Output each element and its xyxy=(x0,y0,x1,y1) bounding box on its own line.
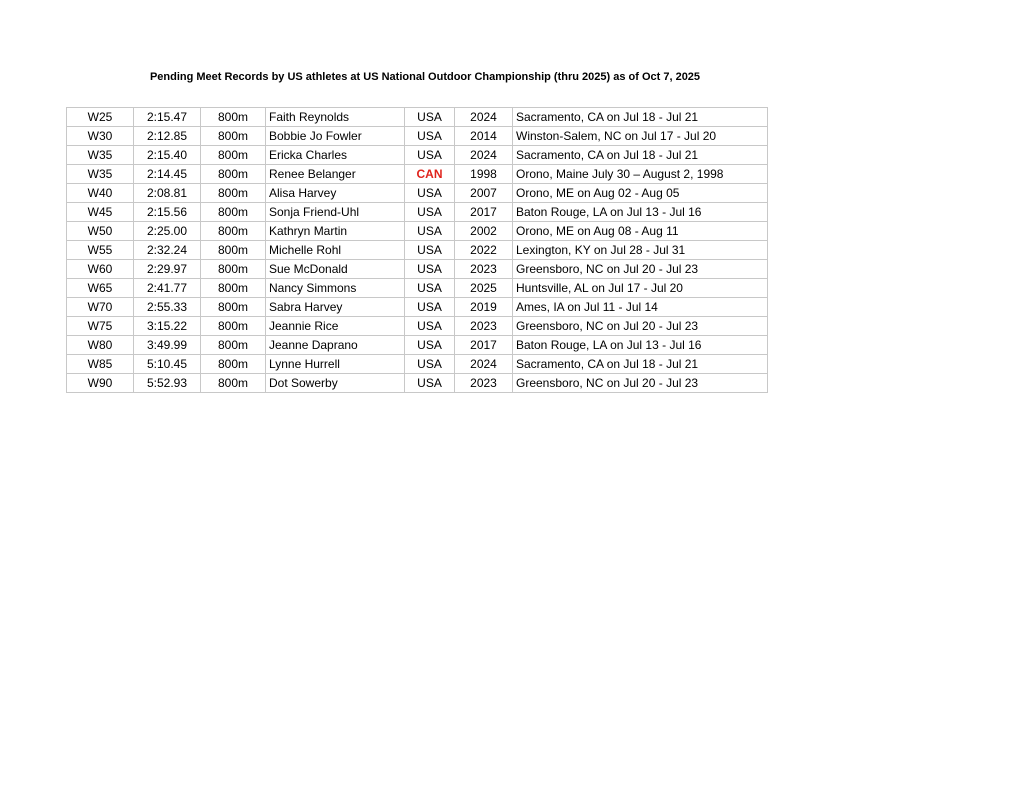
table-row xyxy=(67,108,768,127)
mark-cell: 2:14.45 xyxy=(134,165,201,184)
mark-cell: 2:15.40 xyxy=(134,146,201,165)
country-cell: USA xyxy=(405,241,455,260)
athlete-name-cell: Faith Reynolds xyxy=(266,108,405,127)
mark-cell: 2:15.47 xyxy=(134,108,201,127)
athlete-name-cell: Bobbie Jo Fowler xyxy=(266,127,405,146)
year-cell: 1998 xyxy=(455,165,513,184)
country-cell: USA xyxy=(405,203,455,222)
venue-cell: Sacramento, CA on Jul 18 - Jul 21 xyxy=(513,355,768,374)
age-group-cell: W35 xyxy=(67,165,134,184)
event-cell: 800m xyxy=(201,279,266,298)
event-cell: 800m xyxy=(201,184,266,203)
age-group-cell: W45 xyxy=(67,203,134,222)
table-row xyxy=(67,260,768,279)
year-cell: 2022 xyxy=(455,241,513,260)
venue-cell: Ames, IA on Jul 11 - Jul 14 xyxy=(513,298,768,317)
country-cell: USA xyxy=(405,184,455,203)
venue-cell: Greensboro, NC on Jul 20 - Jul 23 xyxy=(513,317,768,336)
year-cell: 2023 xyxy=(455,260,513,279)
age-group-cell: W85 xyxy=(67,355,134,374)
country-cell: CAN xyxy=(405,165,455,184)
table-row xyxy=(67,184,768,203)
athlete-name-cell: Alisa Harvey xyxy=(266,184,405,203)
year-cell: 2002 xyxy=(455,222,513,241)
country-cell: USA xyxy=(405,298,455,317)
athlete-name-cell: Nancy Simmons xyxy=(266,279,405,298)
age-group-cell: W60 xyxy=(67,260,134,279)
event-cell: 800m xyxy=(201,317,266,336)
age-group-cell: W75 xyxy=(67,317,134,336)
mark-cell: 2:12.85 xyxy=(134,127,201,146)
year-cell: 2023 xyxy=(455,374,513,393)
table-row xyxy=(67,203,768,222)
age-group-cell: W30 xyxy=(67,127,134,146)
country-cell: USA xyxy=(405,222,455,241)
mark-cell: 2:25.00 xyxy=(134,222,201,241)
records-table-body xyxy=(67,108,768,393)
age-group-cell: W40 xyxy=(67,184,134,203)
athlete-name-cell: Sabra Harvey xyxy=(266,298,405,317)
venue-cell: Lexington, KY on Jul 28 - Jul 31 xyxy=(513,241,768,260)
venue-cell: Sacramento, CA on Jul 18 - Jul 21 xyxy=(513,108,768,127)
year-cell: 2007 xyxy=(455,184,513,203)
athlete-name-cell: Renee Belanger xyxy=(266,165,405,184)
table-row xyxy=(67,146,768,165)
mark-cell: 2:15.56 xyxy=(134,203,201,222)
country-cell: USA xyxy=(405,374,455,393)
athlete-name-cell: Jeanne Daprano xyxy=(266,336,405,355)
event-cell: 800m xyxy=(201,203,266,222)
mark-cell: 2:41.77 xyxy=(134,279,201,298)
venue-cell: Greensboro, NC on Jul 20 - Jul 23 xyxy=(513,374,768,393)
table-row xyxy=(67,241,768,260)
athlete-name-cell: Sonja Friend-Uhl xyxy=(266,203,405,222)
year-cell: 2024 xyxy=(455,355,513,374)
table-row xyxy=(67,165,768,184)
country-cell: USA xyxy=(405,108,455,127)
year-cell: 2023 xyxy=(455,317,513,336)
event-cell: 800m xyxy=(201,127,266,146)
venue-cell: Greensboro, NC on Jul 20 - Jul 23 xyxy=(513,260,768,279)
athlete-name-cell: Dot Sowerby xyxy=(266,374,405,393)
country-cell: USA xyxy=(405,279,455,298)
table-row xyxy=(67,355,768,374)
country-cell: USA xyxy=(405,317,455,336)
event-cell: 800m xyxy=(201,165,266,184)
event-cell: 800m xyxy=(201,241,266,260)
venue-cell: Huntsville, AL on Jul 17 - Jul 20 xyxy=(513,279,768,298)
athlete-name-cell: Lynne Hurrell xyxy=(266,355,405,374)
event-cell: 800m xyxy=(201,146,266,165)
venue-cell: Orono, ME on Aug 02 - Aug 05 xyxy=(513,184,768,203)
mark-cell: 2:29.97 xyxy=(134,260,201,279)
age-group-cell: W55 xyxy=(67,241,134,260)
event-cell: 800m xyxy=(201,336,266,355)
age-group-cell: W35 xyxy=(67,146,134,165)
age-group-cell: W90 xyxy=(67,374,134,393)
athlete-name-cell: Sue McDonald xyxy=(266,260,405,279)
age-group-cell: W70 xyxy=(67,298,134,317)
table-row xyxy=(67,279,768,298)
age-group-cell: W50 xyxy=(67,222,134,241)
mark-cell: 3:49.99 xyxy=(134,336,201,355)
athlete-name-cell: Michelle Rohl xyxy=(266,241,405,260)
table-row xyxy=(67,127,768,146)
table-row xyxy=(67,298,768,317)
event-cell: 800m xyxy=(201,222,266,241)
age-group-cell: W65 xyxy=(67,279,134,298)
age-group-cell: W25 xyxy=(67,108,134,127)
year-cell: 2024 xyxy=(455,146,513,165)
mark-cell: 3:15.22 xyxy=(134,317,201,336)
mark-cell: 5:52.93 xyxy=(134,374,201,393)
table-row xyxy=(67,336,768,355)
event-cell: 800m xyxy=(201,298,266,317)
year-cell: 2017 xyxy=(455,203,513,222)
table-row xyxy=(67,317,768,336)
mark-cell: 5:10.45 xyxy=(134,355,201,374)
country-cell: USA xyxy=(405,260,455,279)
mark-cell: 2:55.33 xyxy=(134,298,201,317)
country-cell: USA xyxy=(405,355,455,374)
table-row xyxy=(67,222,768,241)
mark-cell: 2:32.24 xyxy=(134,241,201,260)
records-table xyxy=(66,107,768,393)
event-cell: 800m xyxy=(201,260,266,279)
table-row xyxy=(67,374,768,393)
year-cell: 2024 xyxy=(455,108,513,127)
year-cell: 2014 xyxy=(455,127,513,146)
athlete-name-cell: Jeannie Rice xyxy=(266,317,405,336)
event-cell: 800m xyxy=(201,374,266,393)
event-cell: 800m xyxy=(201,108,266,127)
country-cell: USA xyxy=(405,127,455,146)
athlete-name-cell: Kathryn Martin xyxy=(266,222,405,241)
country-cell: USA xyxy=(405,146,455,165)
country-cell: USA xyxy=(405,336,455,355)
mark-cell: 2:08.81 xyxy=(134,184,201,203)
venue-cell: Baton Rouge, LA on Jul 13 - Jul 16 xyxy=(513,203,768,222)
age-group-cell: W80 xyxy=(67,336,134,355)
year-cell: 2017 xyxy=(455,336,513,355)
venue-cell: Baton Rouge, LA on Jul 13 - Jul 16 xyxy=(513,336,768,355)
document-title: Pending Meet Records by US athletes at US National Outdoor Championship (thru 2025) as of Oct 7, 2025 xyxy=(149,71,701,83)
venue-cell: Winston-Salem, NC on Jul 17 - Jul 20 xyxy=(513,127,768,146)
athlete-name-cell: Ericka Charles xyxy=(266,146,405,165)
event-cell: 800m xyxy=(201,355,266,374)
year-cell: 2019 xyxy=(455,298,513,317)
venue-cell: Orono, ME on Aug 08 - Aug 11 xyxy=(513,222,768,241)
venue-cell: Sacramento, CA on Jul 18 - Jul 21 xyxy=(513,146,768,165)
venue-cell: Orono, Maine July 30 – August 2, 1998 xyxy=(513,165,768,184)
year-cell: 2025 xyxy=(455,279,513,298)
